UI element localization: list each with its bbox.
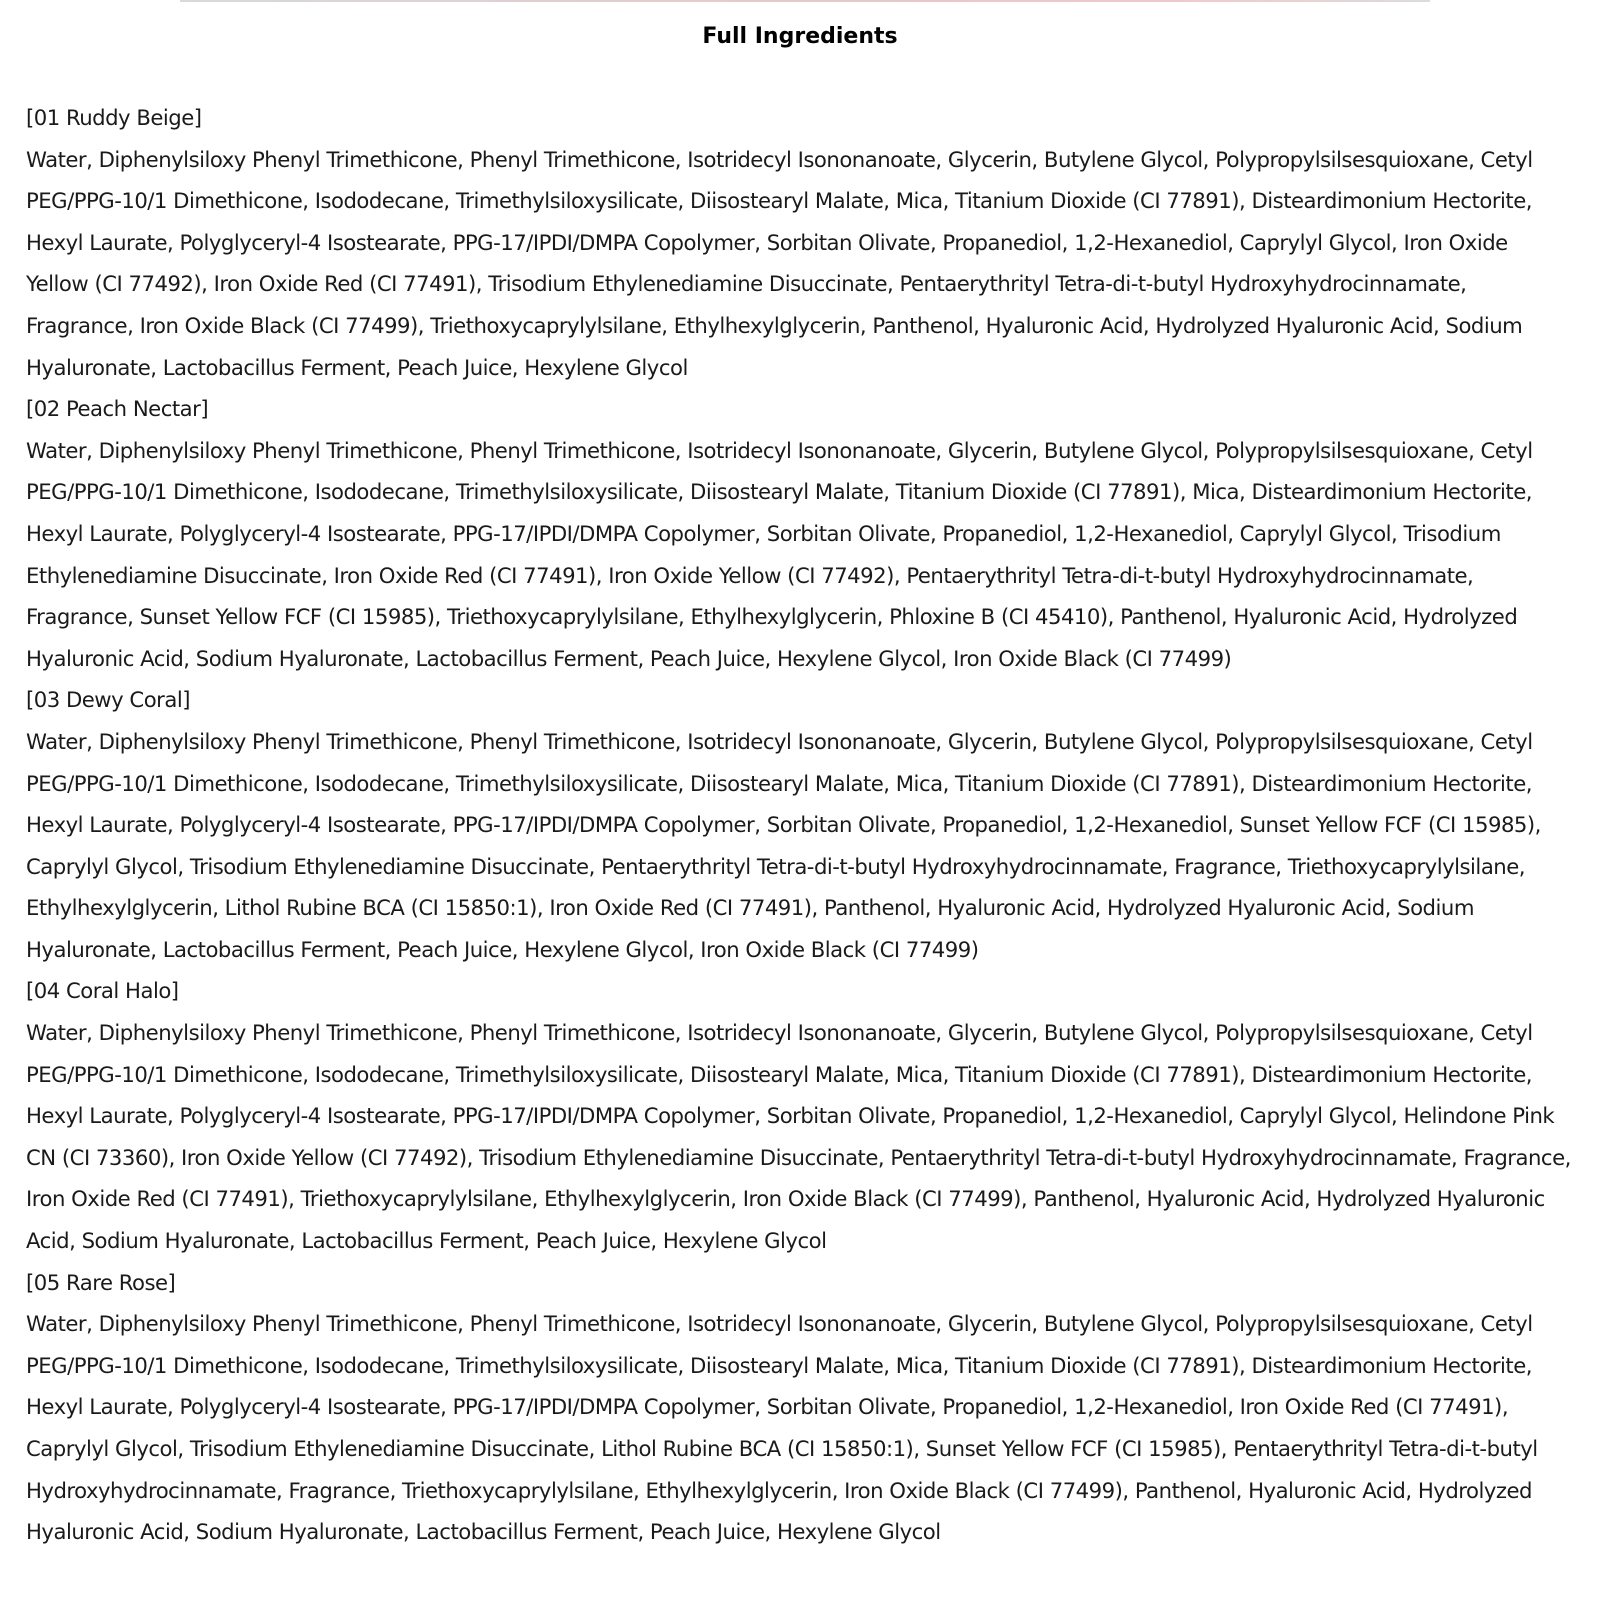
shade-ingredients: Water, Diphenylsiloxy Phenyl Trimethicone, Phenyl Trimethicone, Isotridecyl Isononanoate, Glycerin, Butylene Glycol, Polypropylsilsesquioxane, Cetyl PEG/PPG-10/1 Dimethicone, Isododecane, Trimethylsiloxysilicate, Diisostearyl Malate, Mica, Titanium Dioxide (CI 77891), Disteardimonium Hectorite, Hexyl Laurate, Polyglyceryl-4 Isostearate, PPG-17/IPDI/DMPA Copolymer, Sorbitan Olivate, Propanediol, 1,2-Hexanediol, Iron Oxide Red (CI 77491), Caprylyl Glycol, Trisodium Ethylenediamine Disuccinate, Lithol Rubine BCA (CI 15850:1), Sunset Yellow FCF (CI 15985), Pentaerythrityl Tetra-di-t-butyl Hydroxyhydrocinnamate, Fragrance, Triethoxycaprylylsilane, Ethylhexylglycerin, Iron Oxide Black (CI 77499), Panthenol, Hyaluronic Acid, Hydrolyzed Hyaluronic Acid, Sodium Hyaluronate, Lactobacillus Ferment, Peach Juice, Hexylene Glycol bbox=[26, 1311, 1538, 1545]
shade-section-05 bbox=[26, 1262, 1574, 1553]
shade-ingredients: Water, Diphenylsiloxy Phenyl Trimethicone, Phenyl Trimethicone, Isotridecyl Isononanoate, Glycerin, Butylene Glycol, Polypropylsilsesquioxane, Cetyl PEG/PPG-10/1 Dimethicone, Isododecane, Trimethylsiloxysilicate, Diisostearyl Malate, Mica, Titanium Dioxide (CI 77891), Disteardimonium Hectorite, Hexyl Laurate, Polyglyceryl-4 Isostearate, PPG-17/IPDI/DMPA Copolymer, Sorbitan Olivate, Propanediol, 1,2-Hexanediol, Caprylyl Glycol, Iron Oxide Yellow (CI 77492), Iron Oxide Red (CI 77491), Trisodium Ethylenediamine Disuccinate, Pentaerythrityl Tetra-di-t-butyl Hydroxyhydrocinnamate, Fragrance, Iron Oxide Black (CI 77499), Triethoxycaprylylsilane, Ethylhexylglycerin, Panthenol, Hyaluronic Acid, Hydrolyzed Hyaluronic Acid, Sodium Hyaluronate, Lactobacillus Ferment, Peach Juice, Hexylene Glycol bbox=[26, 146, 1533, 380]
shade-section-02 bbox=[26, 388, 1574, 679]
shade-section-04 bbox=[26, 970, 1574, 1261]
page-title: Full Ingredients bbox=[702, 24, 898, 49]
top-divider bbox=[180, 0, 1430, 2]
shade-heading: [04 Coral Halo] bbox=[26, 978, 179, 1004]
shade-section-01 bbox=[26, 97, 1574, 388]
shade-ingredients: Water, Diphenylsiloxy Phenyl Trimethicone, Phenyl Trimethicone, Isotridecyl Isononanoate, Glycerin, Butylene Glycol, Polypropylsilsesquioxane, Cetyl PEG/PPG-10/1 Dimethicone, Isododecane, Trimethylsiloxysilicate, Diisostearyl Malate, Mica, Titanium Dioxide (CI 77891), Disteardimonium Hectorite, Hexyl Laurate, Polyglyceryl-4 Isostearate, PPG-17/IPDI/DMPA Copolymer, Sorbitan Olivate, Propanediol, 1,2-Hexanediol, Sunset Yellow FCF (CI 15985), Caprylyl Glycol, Trisodium Ethylenediamine Disuccinate, Pentaerythrityl Tetra-di-t-butyl Hydroxyhydrocinnamate, Fragrance, Triethoxycaprylylsilane, Ethylhexylglycerin, Lithol Rubine BCA (CI 15850:1), Iron Oxide Red (CI 77491), Panthenol, Hyaluronic Acid, Hydrolyzed Hyaluronic Acid, Sodium Hyaluronate, Lactobacillus Ferment, Peach Juice, Hexylene Glycol, Iron Oxide Black (CI 77499) bbox=[26, 728, 1541, 962]
shade-heading: [02 Peach Nectar] bbox=[26, 396, 209, 422]
shade-ingredients: Water, Diphenylsiloxy Phenyl Trimethicone, Phenyl Trimethicone, Isotridecyl Isononanoate, Glycerin, Butylene Glycol, Polypropylsilsesquioxane, Cetyl PEG/PPG-10/1 Dimethicone, Isododecane, Trimethylsiloxysilicate, Diisostearyl Malate, Titanium Dioxide (CI 77891), Mica, Disteardimonium Hectorite, Hexyl Laurate, Polyglyceryl-4 Isostearate, PPG-17/IPDI/DMPA Copolymer, Sorbitan Olivate, Propanediol, 1,2-Hexanediol, Caprylyl Glycol, Trisodium Ethylenediamine Disuccinate, Iron Oxide Red (CI 77491), Iron Oxide Yellow (CI 77492), Pentaerythrityl Tetra-di-t-butyl Hydroxyhydrocinnamate, Fragrance, Sunset Yellow FCF (CI 15985), Triethoxycaprylylsilane, Ethylhexylglycerin, Phloxine B (CI 45410), Panthenol, Hyaluronic Acid, Hydrolyzed Hyaluronic Acid, Sodium Hyaluronate, Lactobacillus Ferment, Peach Juice, Hexylene Glycol, Iron Oxide Black (CI 77499) bbox=[26, 437, 1533, 671]
shade-heading: [05 Rare Rose] bbox=[26, 1269, 176, 1295]
shade-ingredients: Water, Diphenylsiloxy Phenyl Trimethicone, Phenyl Trimethicone, Isotridecyl Isononanoate, Glycerin, Butylene Glycol, Polypropylsilsesquioxane, Cetyl PEG/PPG-10/1 Dimethicone, Isododecane, Trimethylsiloxysilicate, Diisostearyl Malate, Mica, Titanium Dioxide (CI 77891), Disteardimonium Hectorite, Hexyl Laurate, Polyglyceryl-4 Isostearate, PPG-17/IPDI/DMPA Copolymer, Sorbitan Olivate, Propanediol, 1,2-Hexanediol, Caprylyl Glycol, Helindone Pink CN (CI 73360), Iron Oxide Yellow (CI 77492), Trisodium Ethylenediamine Disuccinate, Pentaerythrityl Tetra-di-t-butyl Hydroxyhydrocinnamate, Fragrance, Iron Oxide Red (CI 77491), Triethoxycaprylylsilane, Ethylhexylglycerin, Iron Oxide Black (CI 77499), Panthenol, Hyaluronic Acid, Hydrolyzed Hyaluronic Acid, Sodium Hyaluronate, Lactobacillus Ferment, Peach Juice, Hexylene Glycol bbox=[26, 1020, 1571, 1254]
shade-heading: [03 Dewy Coral] bbox=[26, 687, 191, 713]
ingredients-list bbox=[26, 97, 1574, 1553]
shade-heading: [01 Ruddy Beige] bbox=[26, 105, 202, 130]
shade-section-03 bbox=[26, 679, 1574, 970]
